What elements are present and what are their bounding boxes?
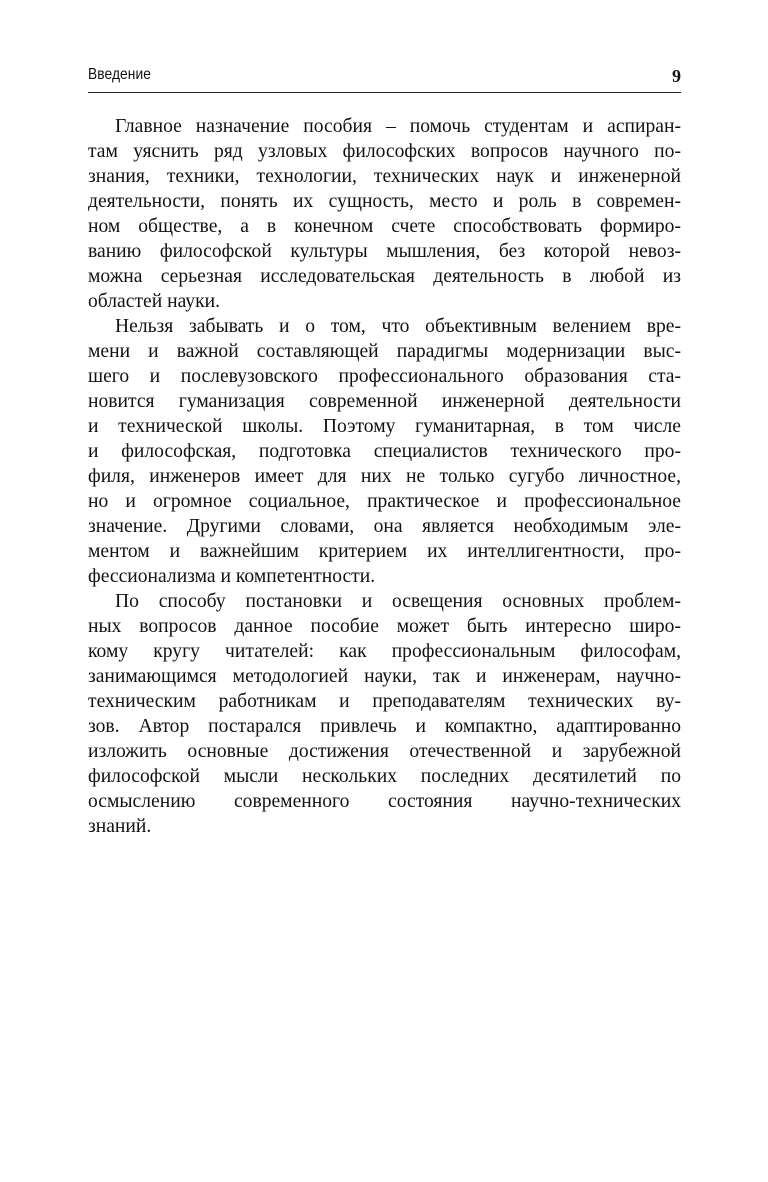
paragraph-1 <box>88 114 681 314</box>
text-line: значение. Другими словами, она является необходимым эле- <box>88 516 681 537</box>
text-line: техническим работникам и преподавателям технических ву- <box>88 691 681 712</box>
text-line: знаний. <box>88 816 152 837</box>
text-line: и философская, подготовка специалистов технического про- <box>88 441 681 462</box>
text-line: изложить основные достижения отечественной и зарубежной <box>88 741 681 762</box>
header-rule <box>88 92 681 93</box>
text-line: ментом и важнейшим критерием их интеллигентности, про- <box>88 541 681 562</box>
text-line: Нельзя забывать и о том, что объективным велением вре- <box>115 316 681 337</box>
text-line: философской мысли нескольких последних десятилетий по <box>88 766 681 787</box>
text-line: По способу постановки и освещения основных проблем- <box>115 591 681 612</box>
paragraph-2 <box>88 314 681 589</box>
text-line: филя, инженеров имеет для них не только сугубо личностное, <box>88 466 681 487</box>
running-head <box>88 66 681 92</box>
body-text <box>88 114 681 839</box>
text-line: ванию философской культуры мышления, без которой невоз- <box>88 241 681 262</box>
text-line: там уяснить ряд узловых философских вопросов научного по- <box>88 141 681 162</box>
text-line: ном обществе, а в конечном счете способствовать формиро- <box>88 216 681 237</box>
text-line: занимающимся методологией науки, так и инженерам, научно- <box>88 666 681 687</box>
text-line: можна серьезная исследовательская деятельность в любой из <box>88 266 681 287</box>
text-line: новится гуманизация современной инженерной деятельности <box>88 391 681 412</box>
text-line: Главное назначение пособия – помочь студентам и аспиран- <box>115 116 681 137</box>
text-line: мени и важной составляющей парадигмы модернизации выс- <box>88 341 681 362</box>
text-line: ных вопросов данное пособие может быть интересно широ- <box>88 616 681 637</box>
text-line: кому кругу читателей: как профессиональным философам, <box>88 641 681 662</box>
text-line: фессионализма и компетентности. <box>88 566 376 587</box>
running-head-section-title: Введение <box>88 66 151 83</box>
text-line: областей науки. <box>88 291 220 312</box>
text-line: осмыслению современного состояния научно-технических <box>88 791 681 812</box>
page-number: 9 <box>672 66 681 86</box>
text-line: но и огромное социальное, практическое и профессиональное <box>88 491 681 512</box>
text-line: знания, техники, технологии, технических наук и инженерной <box>88 166 681 187</box>
text-line: и технической школы. Поэтому гуманитарная, в том числе <box>88 416 681 437</box>
text-line: шего и послевузовского профессионального образования ста- <box>88 366 681 387</box>
text-line: деятельности, понять их сущность, место и роль в современ- <box>88 191 681 212</box>
text-line: зов. Автор постарался привлечь и компактно, адаптированно <box>88 716 681 737</box>
paragraph-3 <box>88 589 681 839</box>
